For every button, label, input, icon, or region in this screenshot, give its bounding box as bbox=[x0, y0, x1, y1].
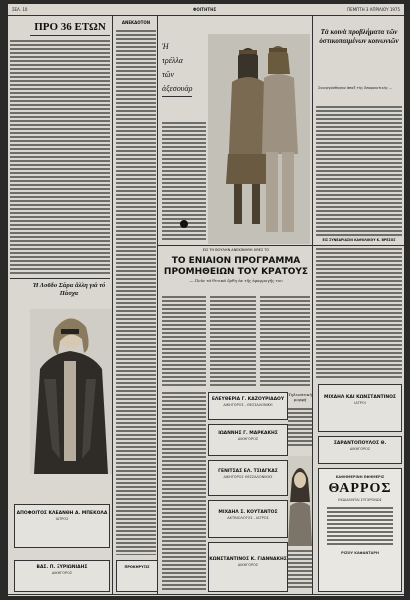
main-headline-1: ΤΟ ΕΝΙΑΙΟΝ ΠΡΟΓΡΑΜΜΑ bbox=[171, 256, 301, 266]
right-subtitle-box bbox=[318, 86, 400, 104]
section-rule bbox=[158, 245, 404, 246]
feature-title-line: τρέλλα bbox=[162, 56, 183, 65]
ad-subtitle: ΔΙΚΗΓΟΡΟΣ bbox=[51, 571, 73, 575]
professional-ad bbox=[208, 460, 288, 496]
ad-title: ΒΑΣ. Π. ΞΥΡΙΩΝΙΔΗΣ bbox=[36, 565, 88, 570]
col2-notice bbox=[116, 560, 158, 592]
col2-article-text bbox=[116, 30, 156, 555]
ad-title: ΙΩΑΝΝΗΣ Γ. ΜΑΡΚΑΚΗΣ bbox=[218, 431, 278, 436]
fashion-photo bbox=[208, 34, 310, 244]
side-bottom-text bbox=[288, 550, 312, 590]
right-title: Τὰ κοινὰ προβλήματα τῶν ὀστικοπαιμένων κοινωνιῶν bbox=[319, 28, 399, 45]
ad-subtitle: ΔΙΚΗΓΟΡΟΣ - ΘΕΣΣΑΛΟΝΙΚΗ bbox=[223, 403, 273, 407]
newspaper-promo bbox=[318, 468, 402, 592]
main-headline-box bbox=[162, 256, 310, 292]
main-text-col3 bbox=[260, 296, 310, 388]
tv-personality-photo bbox=[288, 456, 312, 546]
right-strip-box bbox=[316, 238, 402, 244]
print-mark bbox=[180, 220, 188, 228]
col1-title-box bbox=[30, 20, 110, 38]
professional-ad bbox=[208, 500, 288, 538]
page-number: ΣΕΛ. 10 bbox=[12, 7, 28, 12]
ad-subtitle: ΔΙΚΗΓΟΡΟΣ ΘΕΣΣΑΛΟΝΙΚΗΣ bbox=[223, 475, 273, 479]
professional-ad bbox=[208, 392, 288, 420]
bottom-left-ad bbox=[14, 560, 110, 592]
notice-label: ΠΡΟΚΗΡΥΞΙΣ bbox=[124, 565, 150, 569]
divider bbox=[10, 278, 110, 279]
feature-title-box bbox=[162, 40, 206, 120]
ad-subtitle: ΙΑΤΡΟΙ bbox=[354, 401, 366, 405]
promo-mid: ΕΚΔΙΔΟΝΤΑΙ ΣΥΓΧΡΟΝΩΣ bbox=[338, 498, 382, 502]
right-title-box bbox=[316, 28, 402, 86]
feature-title-line: Ἡ bbox=[162, 42, 169, 51]
side-heading-box bbox=[262, 248, 310, 256]
main-subhead: — Ποῖα τά θετικά ὅρθη ἐκ τῆς ἐφαρμογῆς του bbox=[189, 278, 283, 283]
col2-title-box bbox=[116, 20, 156, 28]
ad-title: ΚΩΝΣΤΑΝΤΙΝΟΣ Κ. ΓΙΑΝΝΑΚΗΣ bbox=[209, 557, 287, 562]
main-continued-text bbox=[162, 392, 206, 590]
right-ad bbox=[318, 384, 402, 432]
right-lower-text bbox=[316, 248, 402, 378]
professional-ad bbox=[208, 424, 288, 456]
bottom-left-ad bbox=[14, 504, 110, 548]
ad-subtitle: ΑΚΤΙΝΟΛΟΓΟΣ - ΙΑΤΡΟΣ bbox=[227, 516, 269, 520]
date-line: ΠΕΜΠΤΗ 3 ΑΠΡΙΛΙΟΥ 1975 bbox=[347, 7, 400, 12]
right-article-text bbox=[316, 106, 402, 236]
col1-caption-box bbox=[28, 282, 110, 304]
col1-title: ΠΡΟ 36 ΕΤΩΝ bbox=[30, 20, 110, 36]
promo-bottom: ΡΙΖΟΥ ΚΑΦΑΝΤΑΡΗ bbox=[341, 551, 379, 555]
main-text-col1 bbox=[162, 296, 206, 388]
newspaper-page bbox=[8, 4, 404, 596]
portrait-photo bbox=[30, 309, 112, 474]
right-strip: ΕΙΣ ΣΥΝΕΔΡΙΑΣΙΝ ΚΑΘΟΛΙΚΟΥ Κ. ΒΡΕΣΟΣ bbox=[322, 238, 396, 242]
ad-title: ΜΙΧΑΗΛ Σ. ΚΟΥΤΑΝΤΟΣ bbox=[218, 510, 278, 515]
main-headline-2: ΠΡΟΜΗΘΕΙΩΝ ΤΟΥ ΚΡΑΤΟΥΣ bbox=[163, 267, 309, 277]
ad-subtitle: ΔΙΚΗΓΟΡΟΣ bbox=[237, 563, 259, 567]
main-text-col2 bbox=[210, 296, 256, 388]
side-small-text bbox=[288, 408, 312, 448]
ad-title: ΕΛΕΥΘΕΡΙΑ Γ. ΚΑΖΟΥΡΙΑΔΟΥ bbox=[211, 397, 285, 402]
ad-subtitle: ΔΙΚΗΓΟΡΟΣ bbox=[349, 447, 371, 451]
header-rule bbox=[8, 15, 404, 16]
main-kicker: ΕΙΣ ΤΗ ΒΟΥΛΗΝ ΑΝΕΚΙΝΗΘΗ ΧΘΕΣ ΤΟ bbox=[202, 248, 270, 252]
ad-title: ΜΙΧΑΗΛ ΚΑΙ ΚΩΝΣΤΑΝΤΙΝΟΣ bbox=[323, 395, 396, 400]
ad-subtitle: ΔΙΚΗΓΟΡΟΣ bbox=[237, 437, 259, 441]
col2-title: ΑΝΕΚΔΟΤΟΝ bbox=[121, 20, 151, 25]
feature-title-line: τῶν bbox=[162, 70, 175, 79]
side-small-title-box bbox=[288, 392, 312, 404]
footer-rule bbox=[8, 594, 404, 595]
professional-ad bbox=[208, 542, 288, 592]
right-ad bbox=[318, 436, 402, 464]
ad-subtitle: ΙΑΤΡΟΣ bbox=[55, 517, 69, 521]
feature-title-line: ἀξεσουάρ bbox=[162, 82, 192, 97]
side-small-title: Τηλεοπτικὴ μορφὴ bbox=[288, 392, 312, 402]
promo-name: ΘΑΡΡΟΣ bbox=[328, 481, 392, 496]
col1-caption: Ἡ Λοῦδο Σάρα ἄλλη γιά τό Πάσχα bbox=[32, 282, 106, 297]
promo-top: ΚΑΘΗΜΕΡΙΝΗ ΕΦΗΜΕΡΙΣ bbox=[335, 475, 385, 479]
ad-title: ΑΠΟΦΟΙΤΟΣ ΚΛΕΑΝΘΗ Α. ΜΠΕΚΟΛΑ bbox=[16, 511, 108, 516]
right-subtitle: Συνεργάσθησαν ἀπαξ τῆς Ἀπορονιτικῆς ... bbox=[318, 86, 393, 90]
column-rule bbox=[157, 16, 158, 594]
promo-text bbox=[327, 507, 393, 547]
column-rule bbox=[112, 16, 113, 594]
ad-title: ΣΑΡΑΝΤΟΠΟΥΛΟΣ Θ. bbox=[333, 441, 387, 446]
column-rule bbox=[312, 16, 313, 594]
ad-title: ΓΕΝΙΤΣΑΣ ΕΛ. ΤΣΙΑΓΚΑΣ bbox=[218, 469, 278, 474]
col1-article-text bbox=[10, 40, 110, 276]
masthead: ΦΟΙΤΗΤΗΣ bbox=[193, 7, 217, 12]
